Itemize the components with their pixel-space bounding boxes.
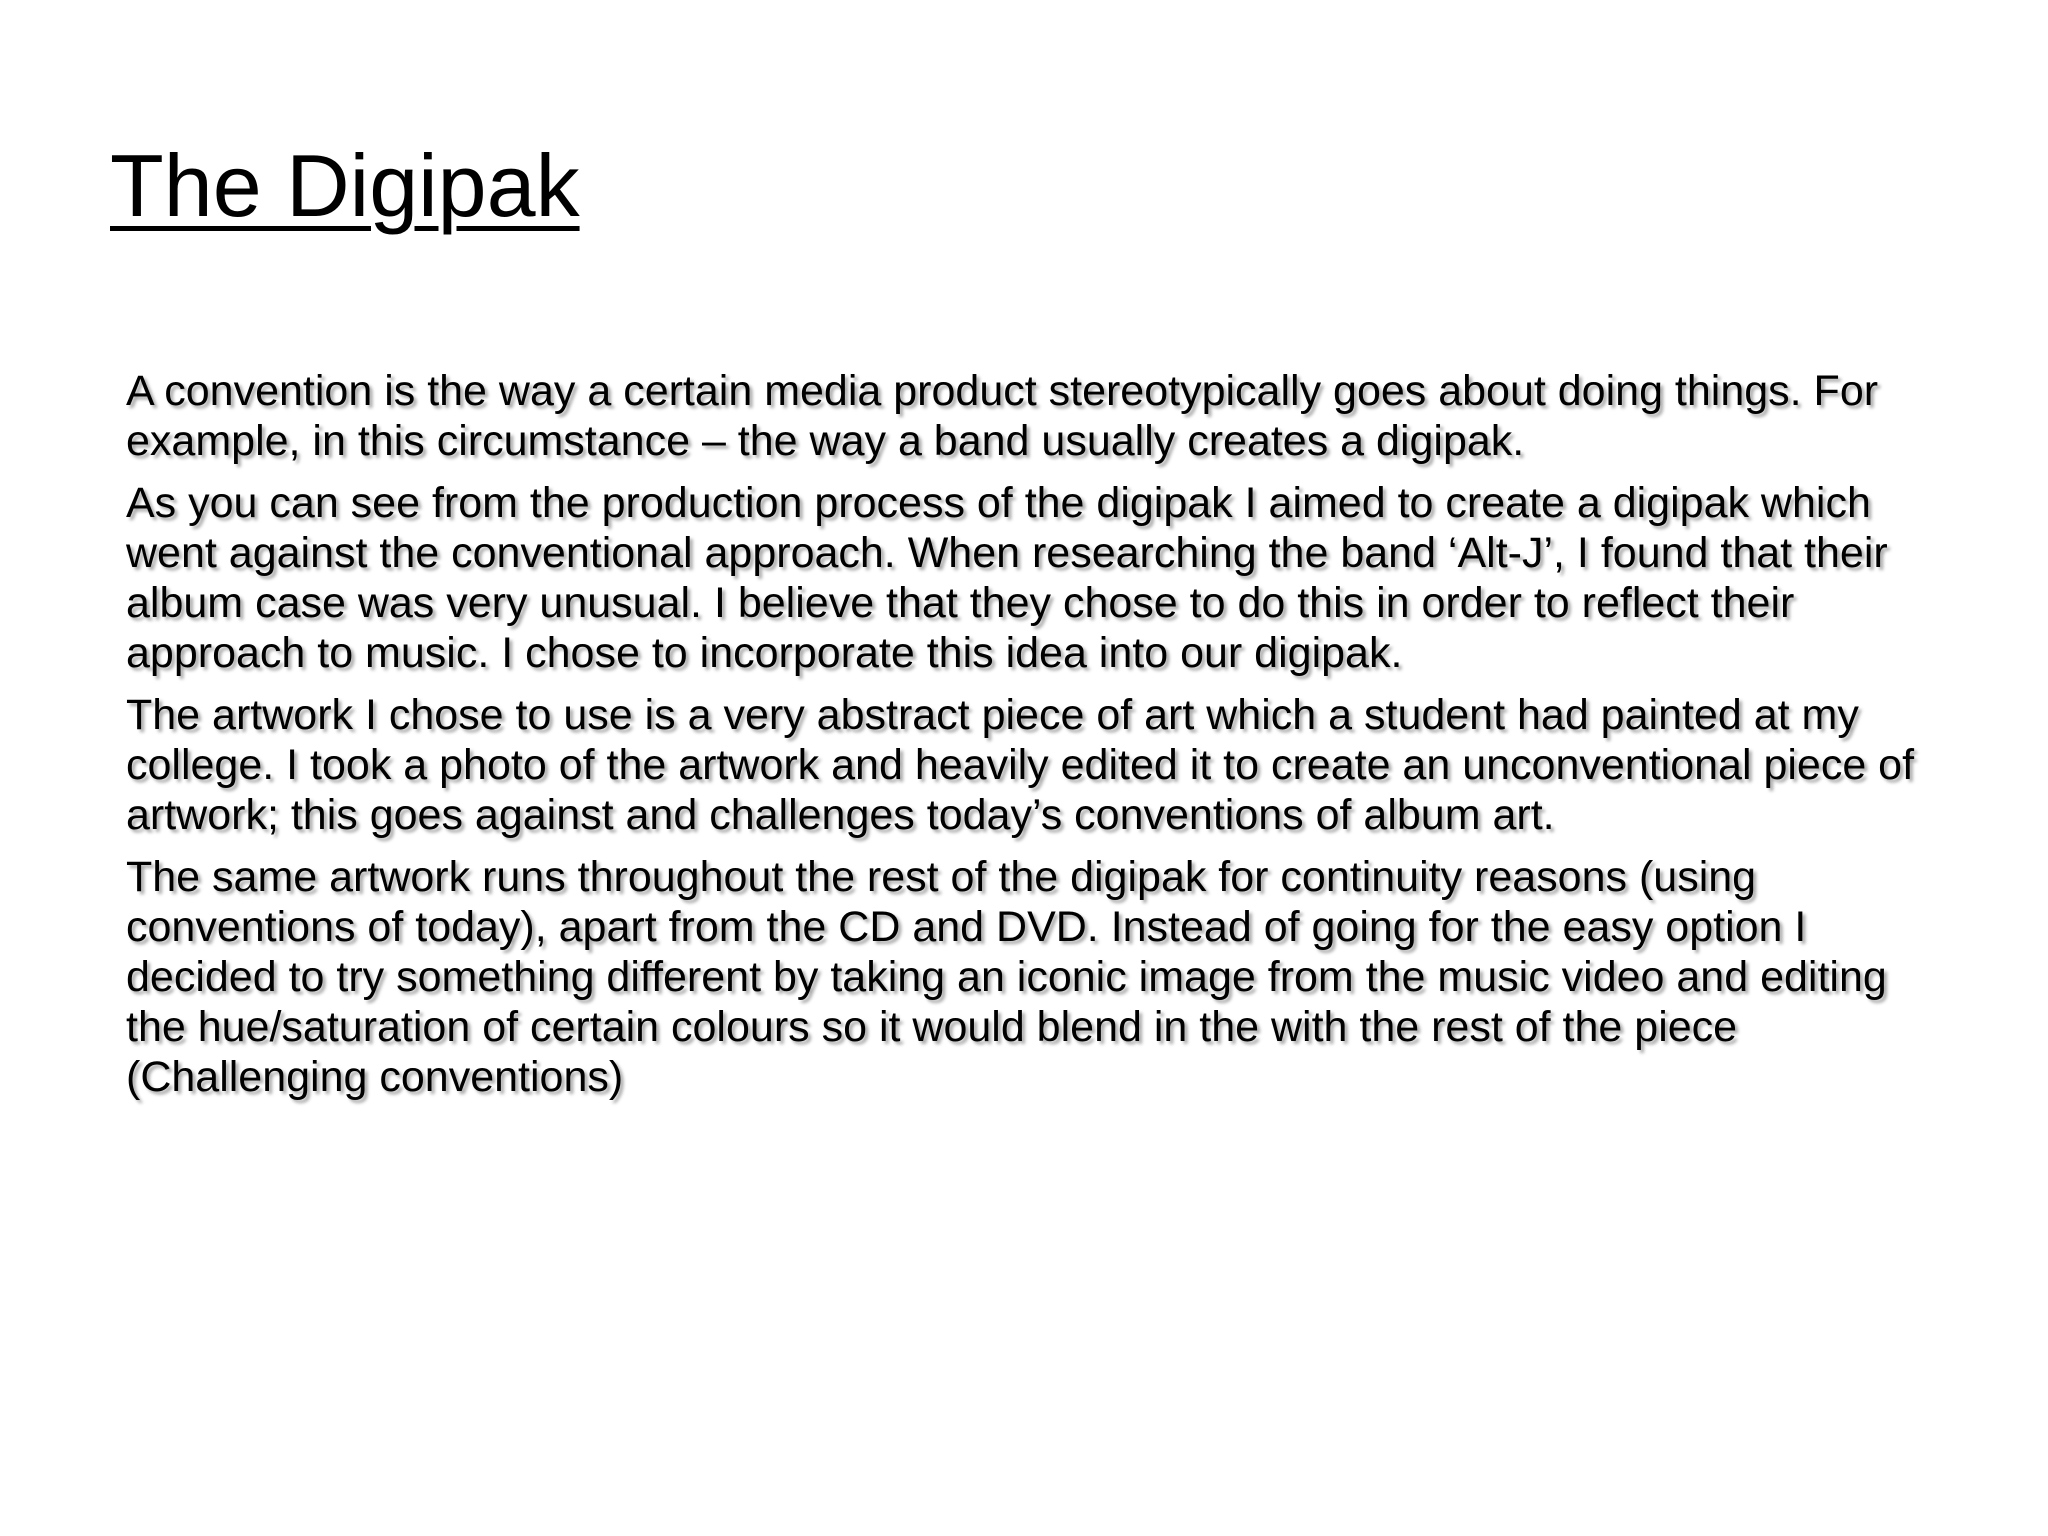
slide-title: The Digipak — [110, 136, 580, 235]
paragraph-artwork-choice: The artwork I chose to use is a very abstract piece of art which a student had painted at my college. I took a photo of the artwork and heavily edited it to create an unconventional piece of artwork; this goes against and challenges today’s conventions of album art. — [126, 691, 1915, 839]
slide-body — [126, 366, 1956, 1114]
paragraph-convention-definition: A convention is the way a certain media product stereotypically goes about doing things. For example, in this circumstance – the way a band usually creates a digipak. — [126, 367, 1879, 465]
paragraph-continuity: The same artwork runs throughout the rest of the digipak for continuity reasons (using conventions of today), apart from the CD and DVD. Instead of going for the easy option I decided to try something different by taking an iconic image from the music video and editing the hue/saturation of certain colours so it would blend in the with the rest of the piece (Challenging conventions) — [126, 853, 1887, 1101]
paragraph-production-process: As you can see from the production process of the digipak I aimed to create a digipak which went against the conventional approach. When researching the band ‘Alt-J’, I found that their album case was very unusual. I believe that they chose to do this in order to reflect their approach to music. I chose to incorporate this idea into our digipak. — [126, 479, 1888, 677]
